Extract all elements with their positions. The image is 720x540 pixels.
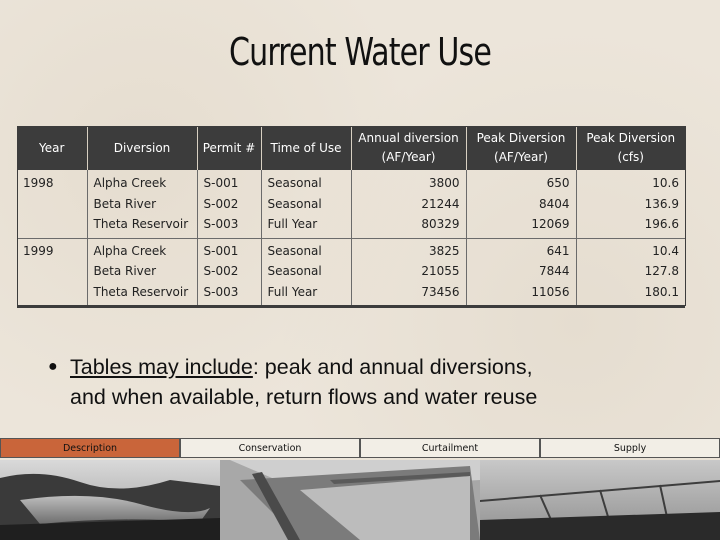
diversion-name: Beta River <box>93 196 157 211</box>
bullet-dot-icon: ● <box>48 358 58 375</box>
tab-curtailment[interactable]: Curtailment <box>360 438 540 458</box>
diversion-cell <box>87 170 197 238</box>
peak-af-cell <box>466 238 576 307</box>
diversion-name: Theta Reservoir <box>93 284 189 299</box>
header-annual-line1: Annual diversion <box>358 131 459 145</box>
permit-number: S-002 <box>203 196 239 211</box>
permit-cell <box>197 238 261 307</box>
time-of-use: Seasonal <box>267 176 322 190</box>
table-row <box>17 170 685 238</box>
canal-photo <box>220 460 480 540</box>
tab-supply[interactable]: Supply <box>540 438 720 458</box>
peak-af-value: 7844 <box>538 264 570 278</box>
water-photo-strip <box>0 460 720 540</box>
year-cell: 1998 <box>17 170 87 238</box>
header-peak-cfs-line1: Peak Diversion <box>586 131 676 145</box>
bullet-text <box>70 352 688 382</box>
diversion-name: Beta River <box>93 264 157 278</box>
peak-cfs-cell <box>576 170 685 238</box>
permit-number: S-001 <box>203 243 239 258</box>
water-use-table <box>17 126 685 308</box>
header-annual-line2: (AF/Year) <box>381 150 436 164</box>
peak-af-cell <box>466 170 576 238</box>
annual-value: 73456 <box>421 284 460 299</box>
time-of-use: Seasonal <box>267 196 322 211</box>
tab-description[interactable]: Description <box>0 438 180 458</box>
header-peak-af-line1: Peak Diversion <box>476 131 566 145</box>
permit-number: S-003 <box>203 284 239 299</box>
peak-cfs-value: 136.9 <box>644 196 679 211</box>
peak-cfs-value: 10.6 <box>652 176 679 190</box>
time-of-use: Seasonal <box>267 243 322 258</box>
permit-cell <box>197 170 261 238</box>
peak-af-value: 650 <box>546 176 570 190</box>
peak-cfs-cell <box>576 238 685 307</box>
bullet-point <box>48 352 688 412</box>
annual-diversion-cell <box>351 170 466 238</box>
creek-photo <box>0 460 220 540</box>
time-of-use-cell <box>261 170 351 238</box>
table-row <box>17 238 685 307</box>
tab-conservation[interactable]: Conservation <box>180 438 360 458</box>
bullet-text-line2: and when available, return flows and water reuse <box>70 385 538 409</box>
bullet-text-rest: : peak and annual diversions, <box>252 355 533 379</box>
annual-diversion-cell <box>351 238 466 307</box>
year-cell: 1999 <box>17 238 87 307</box>
diversion-name: Alpha Creek <box>93 243 167 258</box>
annual-value: 3800 <box>428 176 460 190</box>
diversion-name: Theta Reservoir <box>93 217 189 231</box>
header-peak-af-line2: (AF/Year) <box>494 150 548 164</box>
header-permit: Permit # <box>197 126 261 170</box>
header-peak-diversion-af <box>466 126 576 170</box>
peak-cfs-value: 196.6 <box>644 217 679 231</box>
peak-cfs-value: 180.1 <box>644 284 679 299</box>
header-diversion: Diversion <box>87 126 197 170</box>
annual-value: 21244 <box>421 196 460 211</box>
peak-af-value: 8404 <box>538 196 570 211</box>
time-of-use: Full Year <box>267 217 318 231</box>
header-time-of-use: Time of Use <box>261 126 351 170</box>
header-peak-cfs-line2: (cfs) <box>617 150 644 164</box>
permit-number: S-003 <box>203 217 239 231</box>
peak-af-value: 12069 <box>531 217 570 231</box>
header-peak-diversion-cfs <box>576 126 685 170</box>
annual-value: 3825 <box>428 243 460 258</box>
peak-cfs-value: 10.4 <box>652 243 679 258</box>
time-of-use: Seasonal <box>267 264 322 278</box>
annual-value: 80329 <box>421 217 460 231</box>
header-year: Year <box>17 126 87 170</box>
slide-title: Current Water Use <box>229 30 491 74</box>
header-annual-diversion <box>351 126 466 170</box>
time-of-use: Full Year <box>267 284 318 299</box>
peak-af-value: 11056 <box>531 284 570 299</box>
peak-cfs-value: 127.8 <box>644 264 679 278</box>
table-header-row <box>17 126 685 170</box>
permit-number: S-001 <box>203 176 239 190</box>
section-tab-bar <box>0 438 720 460</box>
bullet-underlined-text: Tables may include <box>70 355 253 379</box>
diversion-name: Alpha Creek <box>93 176 167 190</box>
time-of-use-cell <box>261 238 351 307</box>
annual-value: 21055 <box>421 264 460 278</box>
peak-af-value: 641 <box>546 243 570 258</box>
irrigation-photo <box>480 460 720 540</box>
diversion-cell <box>87 238 197 307</box>
permit-number: S-002 <box>203 264 239 278</box>
